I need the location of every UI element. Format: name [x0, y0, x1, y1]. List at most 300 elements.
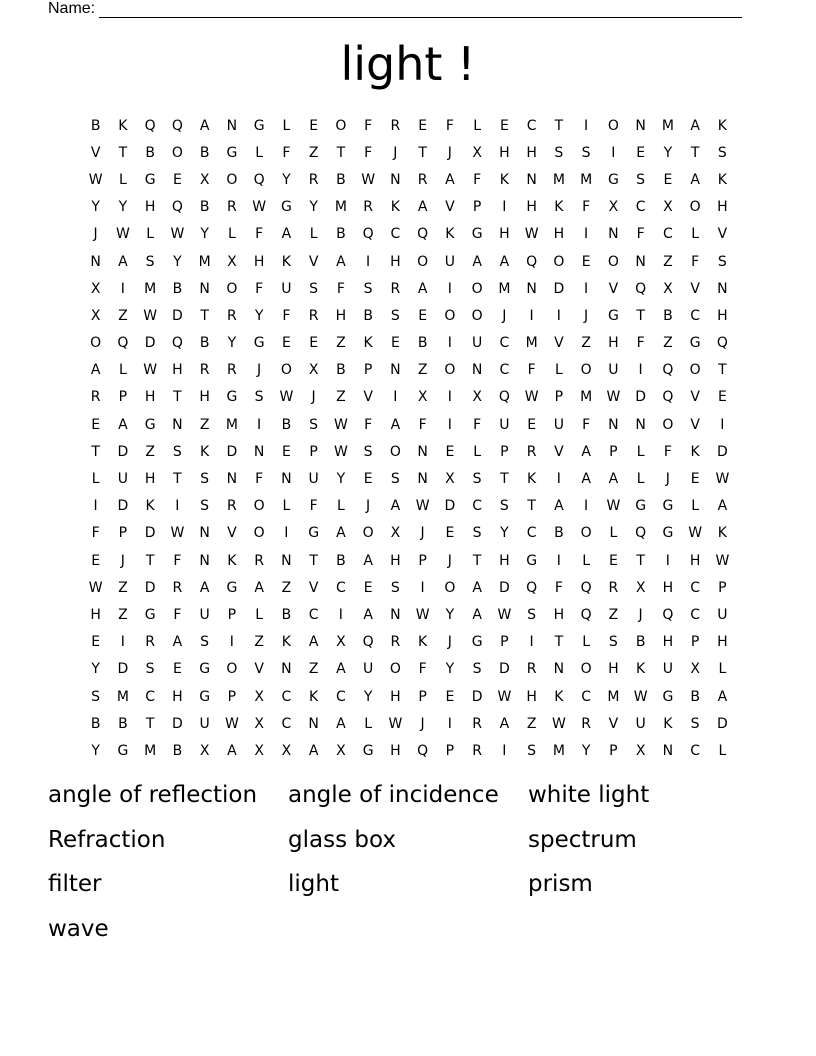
grid-letter: V [608, 280, 619, 297]
grid-letter: I [447, 335, 452, 352]
grid-letter: A [417, 199, 428, 216]
grid-letter: J [502, 307, 507, 324]
grid-letter: L [255, 606, 264, 623]
grid-letter: D [471, 688, 483, 705]
grid-letter: V [690, 280, 700, 297]
word-bank-item: white light [528, 782, 650, 808]
grid-letter: F [527, 362, 536, 379]
grid-letter: Z [118, 307, 128, 324]
grid-letter: A [581, 443, 591, 460]
grid-letter: G [662, 525, 674, 542]
grid-letter: T [336, 144, 346, 161]
grid-letter: A [499, 715, 510, 732]
grid-letter: Q [716, 335, 728, 352]
grid-letter: K [717, 171, 727, 188]
grid-letter: F [445, 117, 454, 134]
grid-row [82, 629, 736, 656]
grid-letter: P [418, 552, 427, 569]
grid-letter: S [527, 606, 537, 623]
grid-letter: I [447, 280, 452, 297]
grid-letter: P [445, 742, 455, 759]
grid-letter: N [608, 226, 619, 243]
grid-letter: F [255, 471, 264, 488]
grid-letter: J [366, 498, 371, 515]
grid-letter: I [284, 525, 289, 542]
grid-letter: A [254, 579, 264, 596]
grid-letter: E [172, 171, 182, 188]
grid-letter: S [390, 471, 400, 488]
grid-letter: Q [117, 335, 129, 352]
word-bank-item: filter [48, 871, 102, 897]
grid-letter: A [90, 362, 101, 379]
grid-letter: C [145, 688, 156, 705]
grid-letter: R [172, 579, 183, 596]
grid-letter: T [309, 552, 318, 569]
grid-letter: U [553, 416, 564, 433]
grid-letter: S [254, 389, 264, 406]
grid-letter: Q [526, 253, 538, 270]
grid-letter: X [281, 742, 292, 759]
grid-letter: O [580, 362, 592, 379]
grid-letter: I [665, 552, 670, 569]
grid-letter: X [608, 199, 619, 216]
grid-letter: W [388, 715, 403, 732]
grid-letter: Y [91, 199, 100, 216]
grid-letter: Q [417, 742, 429, 759]
grid-letter: C [690, 307, 701, 324]
grid-letter: I [257, 416, 262, 433]
grid-letter: F [364, 416, 373, 433]
grid-letter: E [445, 443, 455, 460]
grid-letter: K [717, 117, 727, 134]
grid-letter: T [718, 362, 727, 379]
grid-letter: K [145, 498, 155, 515]
grid-letter: D [171, 715, 183, 732]
grid-letter: A [336, 715, 346, 732]
grid-letter: Z [663, 253, 673, 270]
grid-letter: O [226, 171, 238, 188]
grid-letter: A [227, 742, 237, 759]
grid-letter: P [363, 362, 373, 379]
grid-letter: E [717, 389, 727, 406]
grid-letter: D [226, 443, 238, 460]
grid-letter: P [609, 443, 618, 460]
grid-letter: Z [336, 389, 346, 406]
grid-letter: W [415, 606, 430, 623]
grid-letter: P [609, 742, 618, 759]
grid-letter: P [718, 579, 727, 596]
grid-letter: K [309, 688, 319, 705]
grid-letter: A [690, 117, 700, 134]
grid-letter: B [336, 171, 346, 188]
grid-letter: N [226, 471, 238, 488]
grid-letter: P [554, 389, 564, 406]
grid-letter: F [282, 144, 291, 161]
grid-letter: X [336, 634, 346, 651]
grid-letter: S [200, 471, 210, 488]
grid-letter: Y [91, 742, 100, 759]
name-underline [99, 3, 742, 18]
grid-letter: F [173, 606, 182, 623]
grid-letter: L [473, 443, 482, 460]
grid-row [82, 493, 736, 520]
grid-letter: M [580, 171, 593, 188]
word-bank-item: angle of reflection [48, 782, 258, 808]
grid-letter: I [447, 715, 452, 732]
grid-letter: A [690, 171, 700, 188]
grid-letter: S [200, 634, 210, 651]
grid-letter: H [90, 606, 101, 623]
grid-letter: M [144, 742, 157, 759]
grid-letter: T [145, 552, 155, 569]
grid-letter: X [199, 742, 210, 759]
grid-letter: U [717, 606, 728, 623]
grid-letter: Z [254, 634, 264, 651]
grid-letter: O [607, 117, 619, 134]
grid-letter: O [226, 280, 238, 297]
grid-letter: M [225, 416, 238, 433]
grid-letter: I [229, 634, 234, 651]
grid-letter: W [715, 552, 730, 569]
grid-letter: N [417, 443, 428, 460]
grid-letter: G [226, 389, 238, 406]
grid-letter: Q [580, 579, 592, 596]
grid-row [82, 574, 736, 601]
grid-letter: T [500, 471, 509, 488]
grid-letter: F [364, 117, 373, 134]
grid-letter: L [582, 552, 591, 569]
grid-letter: M [144, 280, 157, 297]
grid-letter: I [393, 389, 398, 406]
grid-letter: H [390, 742, 401, 759]
grid-letter: J [665, 471, 670, 488]
grid-letter: L [91, 471, 100, 488]
grid-letter: X [390, 525, 401, 542]
grid-letter: N [526, 280, 537, 297]
grid-row [82, 221, 736, 248]
grid-letter: O [471, 307, 483, 324]
grid-letter: W [115, 226, 130, 243]
grid-letter: S [554, 144, 564, 161]
grid-letter: K [390, 199, 400, 216]
grid-letter: S [200, 498, 210, 515]
grid-letter: Q [144, 117, 156, 134]
grid-letter: F [473, 416, 482, 433]
grid-letter: M [525, 335, 538, 352]
grid-letter: D [171, 307, 183, 324]
grid-letter: N [390, 606, 401, 623]
grid-letter: X [690, 661, 700, 678]
grid-letter: A [281, 226, 292, 243]
grid-letter: B [690, 688, 700, 705]
grid-letter: W [415, 498, 430, 515]
grid-letter: E [363, 471, 373, 488]
grid-letter: E [663, 171, 673, 188]
grid-letter: F [582, 416, 591, 433]
word-bank-item: Refraction [48, 826, 166, 853]
grid-letter: P [309, 443, 318, 460]
grid-letter: A [363, 552, 373, 569]
grid-letter: I [338, 606, 343, 623]
grid-letter: W [143, 307, 158, 324]
grid-letter: C [662, 226, 673, 243]
grid-letter: B [336, 362, 346, 379]
grid-letter: K [118, 117, 128, 134]
grid-letter: Y [663, 144, 673, 161]
grid-letter: Y [254, 307, 264, 324]
grid-letter: A [336, 253, 346, 270]
grid-letter: C [690, 742, 701, 759]
grid-letter: R [390, 634, 401, 651]
grid-letter: U [499, 416, 510, 433]
grid-letter: N [253, 443, 265, 460]
name-field [48, 0, 742, 18]
grid-letter: S [717, 144, 727, 161]
grid-letter: O [335, 117, 347, 134]
grid-letter: I [175, 498, 180, 515]
grid-letter: N [90, 253, 101, 270]
grid-letter: M [552, 742, 565, 759]
grid-row [82, 520, 736, 547]
grid-letter: B [172, 742, 183, 759]
grid-letter: T [554, 117, 564, 134]
grid-letter: K [717, 525, 727, 542]
grid-letter: P [418, 688, 427, 705]
grid-letter: C [472, 498, 483, 515]
grid-letter: O [362, 525, 374, 542]
grid-letter: L [582, 634, 591, 651]
grid-letter: B [663, 307, 673, 324]
grid-letter: X [417, 389, 428, 406]
grid-letter: S [472, 471, 482, 488]
grid-letter: D [117, 498, 129, 515]
grid-letter: L [554, 362, 563, 379]
grid-letter: E [418, 117, 428, 134]
grid-letter: G [526, 552, 538, 569]
grid-letter: D [144, 579, 156, 596]
grid-letter: I [584, 280, 589, 297]
grid-row [82, 710, 736, 737]
grid-letter: T [636, 307, 645, 324]
grid-letter: U [199, 715, 210, 732]
grid-letter: S [172, 443, 182, 460]
grid-letter: C [308, 606, 319, 623]
grid-row [82, 302, 736, 329]
grid-letter: Y [445, 661, 455, 678]
grid-letter: V [690, 416, 700, 433]
grid-letter: E [636, 144, 646, 161]
grid-letter: L [309, 226, 318, 243]
grid-letter: A [717, 498, 728, 515]
grid-letter: R [608, 579, 619, 596]
grid-letter: S [690, 715, 700, 732]
grid-letter: S [608, 634, 618, 651]
grid-letter: Q [662, 606, 674, 623]
grid-letter: W [333, 443, 348, 460]
grid-letter: N [308, 715, 319, 732]
grid-letter: N [390, 362, 401, 379]
grid-letter: D [553, 280, 565, 297]
grid-letter: I [638, 362, 643, 379]
grid-letter: I [120, 280, 125, 297]
grid-letter: O [226, 661, 238, 678]
grid-letter: Q [171, 335, 183, 352]
grid-letter: S [717, 253, 727, 270]
word-bank-item: angle of incidence [288, 782, 499, 808]
grid-letter: E [281, 335, 291, 352]
grid-letter: X [336, 742, 346, 759]
grid-letter: H [553, 606, 565, 623]
grid-letter: S [363, 280, 373, 297]
grid-letter: A [308, 742, 319, 759]
grid-letter: N [608, 416, 619, 433]
grid-letter: G [226, 144, 238, 161]
grid-letter: T [554, 634, 564, 651]
grid-letter: O [253, 498, 265, 515]
grid-letter: M [580, 389, 593, 406]
grid-letter: W [688, 525, 703, 542]
grid-letter: T [527, 498, 536, 515]
grid-letter: A [581, 471, 591, 488]
grid-letter: N [199, 525, 210, 542]
grid-letter: X [635, 742, 646, 759]
grid-letter: R [526, 443, 537, 460]
grid-letter: F [473, 171, 482, 188]
grid-letter: L [636, 443, 645, 460]
grid-letter: I [556, 552, 561, 569]
grid-letter: K [363, 335, 373, 352]
grid-letter: H [608, 335, 619, 352]
grid-letter: J [120, 552, 125, 569]
grid-letter: L [118, 362, 127, 379]
word-bank-item: wave [48, 915, 109, 942]
grid-letter: N [199, 280, 210, 297]
grid-letter: L [227, 226, 236, 243]
grid-letter: E [309, 335, 319, 352]
grid-letter: W [170, 525, 185, 542]
grid-letter: V [308, 579, 319, 596]
grid-letter: I [502, 199, 507, 216]
grid-letter: Y [282, 171, 291, 188]
grid-letter: Y [227, 335, 237, 352]
grid-letter: L [118, 171, 127, 188]
grid-letter: H [717, 199, 728, 216]
grid-letter: L [718, 742, 727, 759]
grid-letter: E [281, 443, 291, 460]
grid-letter: F [91, 525, 100, 542]
grid-letter: X [254, 742, 264, 759]
grid-letter: R [390, 117, 401, 134]
grid-letter: W [88, 171, 103, 188]
grid-letter: N [553, 661, 565, 678]
grid-letter: T [91, 443, 100, 460]
grid-letter: E [445, 525, 455, 542]
grid-letter: R [308, 171, 319, 188]
grid-row [82, 656, 736, 683]
grid-letter: H [390, 552, 401, 569]
grid-letter: I [529, 307, 534, 324]
grid-letter: H [172, 362, 183, 379]
grid-letter: K [554, 688, 564, 705]
word-bank [48, 778, 768, 956]
grid-letter: F [309, 498, 318, 515]
grid-letter: D [117, 443, 129, 460]
grid-letter: X [635, 579, 646, 596]
grid-letter: L [691, 226, 700, 243]
grid-letter: O [444, 362, 456, 379]
grid-letter: D [716, 715, 728, 732]
grid-letter: F [418, 661, 427, 678]
grid-letter: R [472, 742, 482, 759]
grid-letter: K [499, 171, 509, 188]
grid-letter: T [200, 307, 209, 324]
grid-letter: G [635, 498, 647, 515]
grid-letter: Q [662, 362, 674, 379]
grid-letter: P [118, 389, 128, 406]
grid-letter: S [472, 525, 482, 542]
grid-letter: R [581, 715, 591, 732]
grid-letter: N [172, 416, 183, 433]
grid-letter: G [199, 688, 211, 705]
grid-letter: Y [91, 661, 100, 678]
grid-letter: L [146, 226, 155, 243]
grid-letter: H [608, 661, 619, 678]
grid-letter: A [472, 253, 482, 270]
grid-letter: A [199, 117, 210, 134]
grid-letter: N [635, 117, 646, 134]
grid-letter: R [417, 171, 428, 188]
grid-letter: Y [173, 253, 182, 270]
grid-letter: C [499, 362, 510, 379]
grid-letter: L [282, 498, 291, 515]
grid-letter: E [690, 471, 700, 488]
grid-letter: G [308, 525, 320, 542]
grid-letter: C [499, 335, 510, 352]
grid-row [82, 547, 736, 574]
grid-letter: I [584, 117, 589, 134]
grid-letter: R [90, 389, 101, 406]
grid-letter: B [417, 335, 428, 352]
grid-letter: H [499, 226, 510, 243]
grid-letter: O [553, 253, 565, 270]
grid-letter: J [393, 144, 398, 161]
grid-letter: C [281, 688, 292, 705]
grid-letter: Q [526, 579, 538, 596]
grid-letter: S [309, 416, 319, 433]
grid-letter: J [420, 715, 425, 732]
grid-letter: V [717, 226, 728, 243]
grid-letter: N [281, 471, 292, 488]
grid-letter: P [690, 634, 700, 651]
grid-letter: B [336, 226, 346, 243]
grid-letter: Z [608, 606, 619, 623]
grid-letter: Z [281, 579, 292, 596]
grid-letter: H [390, 688, 401, 705]
grid-letter: A [390, 416, 401, 433]
grid-letter: W [279, 389, 294, 406]
grid-letter: H [144, 199, 156, 216]
grid-letter: W [551, 715, 566, 732]
grid-letter: N [526, 171, 537, 188]
grid-letter: O [417, 253, 429, 270]
grid-letter: O [607, 253, 619, 270]
grid-letter: K [527, 471, 537, 488]
grid-letter: I [611, 144, 616, 161]
grid-letter: W [170, 226, 185, 243]
word-bank-item: spectrum [528, 826, 637, 853]
grid-letter: F [582, 199, 591, 216]
grid-letter: Q [498, 389, 510, 406]
